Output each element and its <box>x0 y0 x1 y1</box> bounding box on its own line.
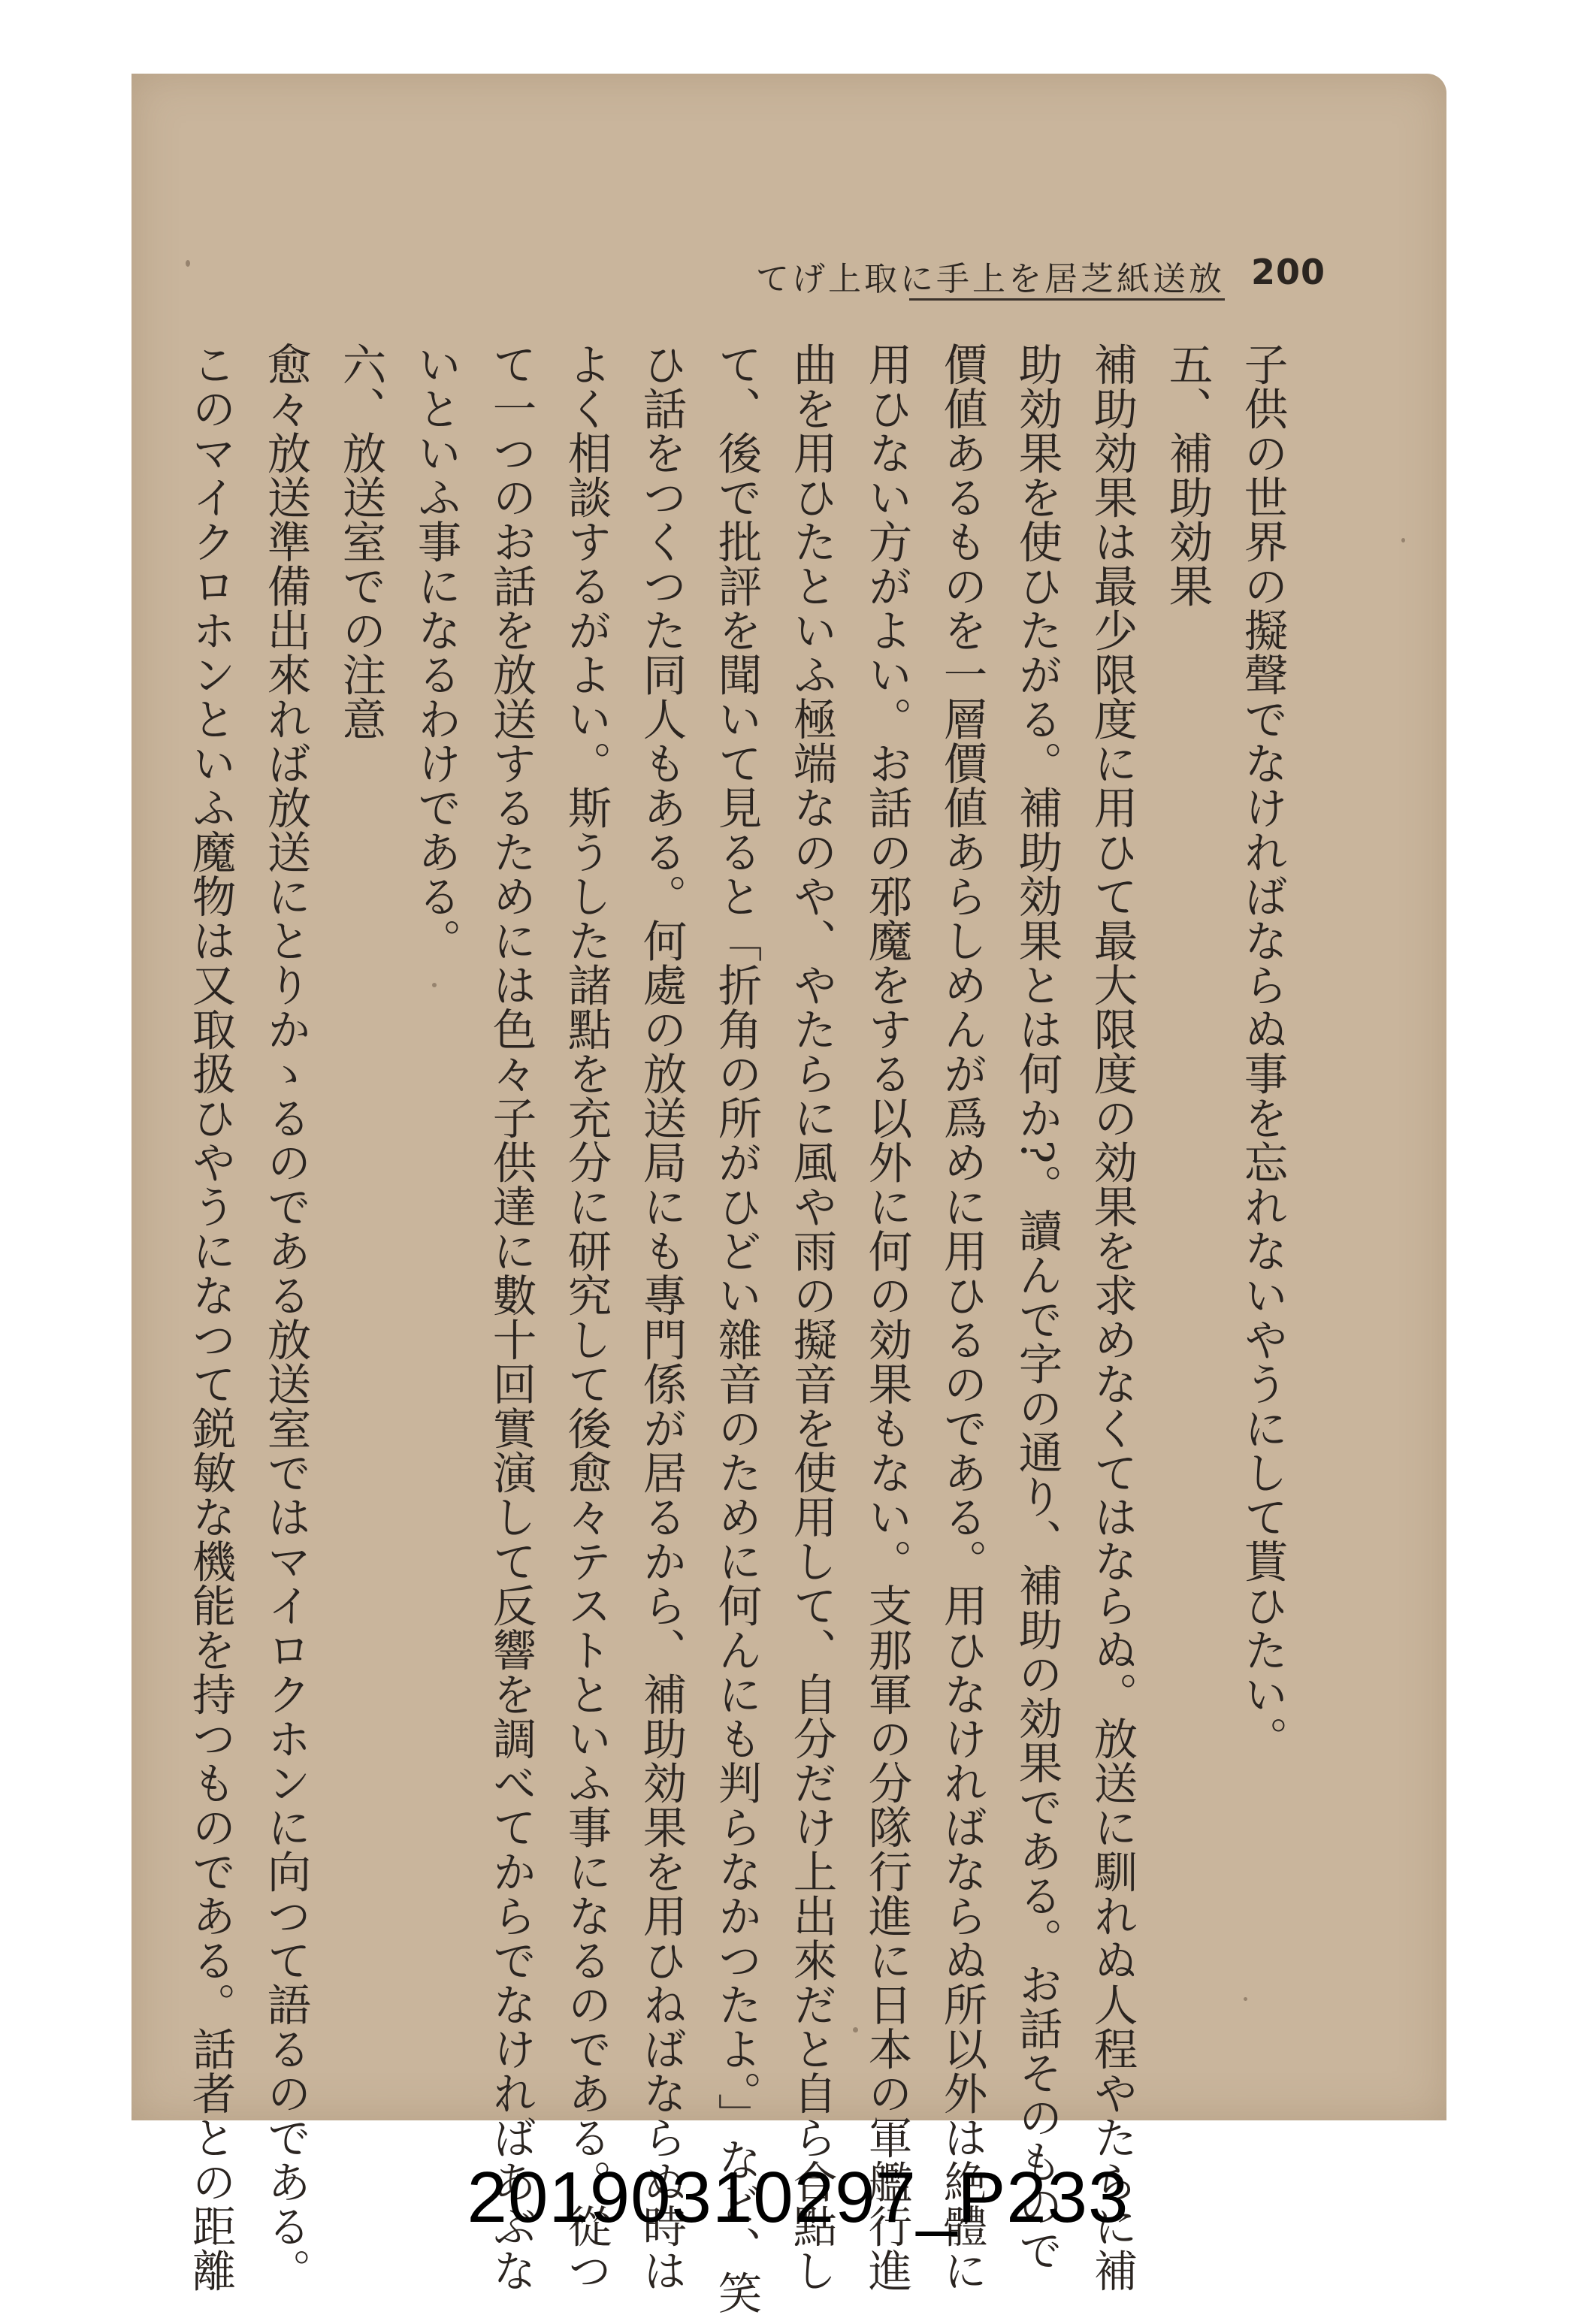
running-title: 放送紙芝居を上手に取上げて <box>756 260 1225 298</box>
text-line: このマイクロホンといふ魔物は又取扱ひやうになつて鋭敏な機能を持つものである。話者との距離 <box>185 342 236 2292</box>
text-line: よく相談するがよい。斯うした諸點を充分に研究して後愈々テストといふ事になるのである。從つ <box>561 342 612 2292</box>
text-line: 價値あるものを一層價値あらしめんが爲めに用ひるのである。用ひなければならぬ所以外は絶體に <box>936 342 987 2292</box>
section-heading: 六、放送室での注意 <box>335 342 386 741</box>
text-line: 愈々放送準備出來れば放送にとりかゝるのである放送室ではマイロクホンに向つて語るのである。 <box>260 342 311 2292</box>
text-line: 子供の世界の擬聲でなければならぬ事を忘れないやうにして貰ひたい。 <box>1237 342 1288 1760</box>
catalog-id-label: 20190310297_P233 <box>467 2157 1129 2238</box>
text-line: ひ話をつくつた同人もある。何處の放送局にも專門係が居るから、補助効果を用ひねばならぬ時は <box>636 342 687 2292</box>
page-number: 200 <box>1251 252 1326 292</box>
text-line: 補助効果は最少限度に用ひて最大限度の効果を求めなくてはならぬ。放送に馴れぬ人程やたらに補 <box>1087 342 1138 2292</box>
text-line: 用ひない方がよい。お話の邪魔をする以外に何の効果もない。支那軍の分隊行進に日本の軍艦行進 <box>861 342 912 2292</box>
section-heading: 五、補助効果 <box>1162 342 1213 608</box>
text-line: いといふ事になるわけである。 <box>410 342 461 963</box>
paper-speck <box>853 2027 858 2032</box>
text-line: 曲を用ひたといふ極端なのや、やたらに風や雨の擬音を使用して、自分だけ上出來だと自ら合點し <box>786 342 837 2292</box>
paper-speck <box>1244 1997 1247 2001</box>
running-head <box>756 252 1225 304</box>
paper-speck <box>1401 538 1405 542</box>
paper-speck <box>186 260 190 267</box>
text-line: て、後で批評を聞いて見ると「折角の所がひどい雜音のために何んにも判らなかつたよ。」など、笑 <box>711 342 762 2315</box>
text-line: て一つのお話を放送するためには色々子供達に數十回實演して反響を調べてからでなければあぶな <box>485 342 537 2292</box>
running-head-rule <box>909 298 1225 301</box>
text-line: 助効果を使ひたがる。補助効果とは何か?。讀んで字の通り、補助の効果である。お話そのもので <box>1011 342 1062 2272</box>
